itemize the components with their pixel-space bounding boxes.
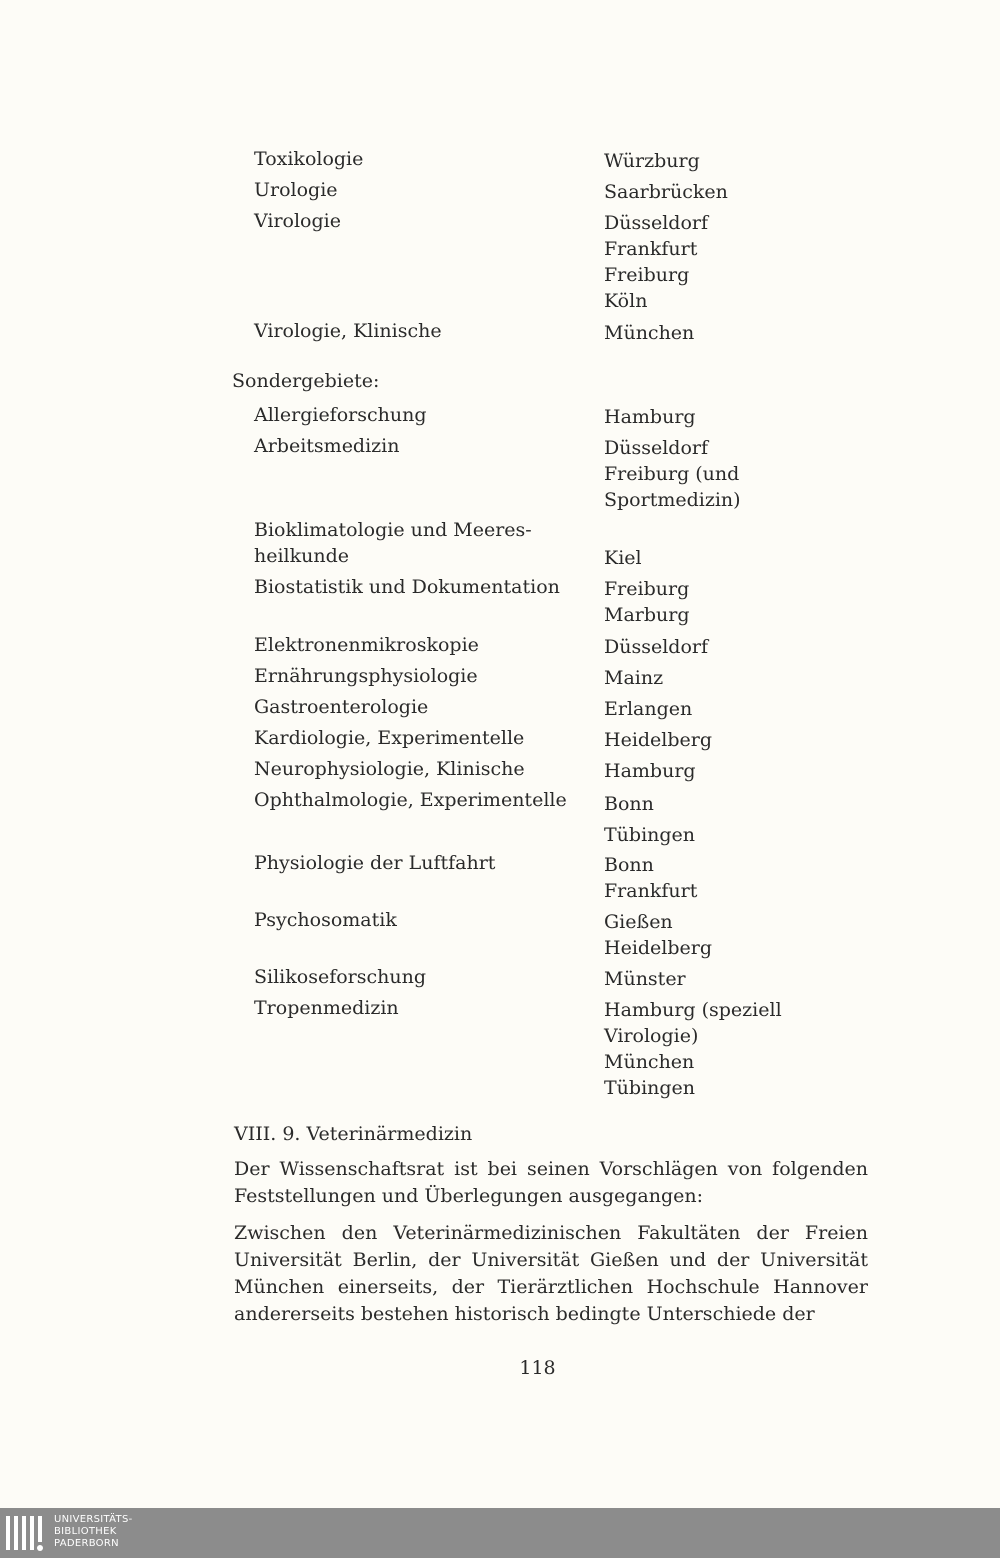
entry-term: Biostatistik und Dokumentation <box>254 576 560 598</box>
entry-term: Ernährungsphysiologie <box>254 665 478 687</box>
library-name-line: UNIVERSITÄTS- <box>54 1514 133 1525</box>
place: Bonn <box>604 793 654 815</box>
entry-ernaehrungsphysiologie <box>0 665 1000 697</box>
section-heading: Sondergebiete: <box>232 370 380 392</box>
place: Köln <box>604 290 648 312</box>
place: Saarbrücken <box>604 181 728 203</box>
entry-places <box>604 696 692 722</box>
place: Hamburg <box>604 760 696 782</box>
entry-tropenmedizin <box>0 997 1000 1099</box>
entry-physiologie-luftfahrt <box>0 852 1000 902</box>
entry-bioklimatologie-cont <box>0 545 1000 577</box>
entry-places <box>604 435 741 513</box>
entry-places <box>604 320 694 346</box>
paragraph: Zwischen den Veterinärmedizinischen Fakultäten der Freien Universität Berlin, der Universität Gießen und der Universität München einerseits, der Tierärztlichen Hochschule Hannover andererseits bestehen historisch bedingte Unterschiede der <box>234 1222 868 1325</box>
entry-term: Urologie <box>254 179 338 201</box>
entry-term: Tropenmedizin <box>254 997 399 1019</box>
entry-places <box>604 545 642 571</box>
place: München <box>604 1051 695 1073</box>
library-logo-icon <box>4 1512 46 1554</box>
entry-elektronenmikroskopie <box>0 634 1000 666</box>
entry-kardiologie <box>0 727 1000 759</box>
place: Kiel <box>604 547 642 569</box>
place: München <box>604 322 695 344</box>
entry-term: Elektronenmikroskopie <box>254 634 479 656</box>
entry-virologie <box>0 210 1000 312</box>
entry-term: Toxikologie <box>254 148 364 170</box>
place: Düsseldorf <box>604 636 709 658</box>
entry-term-line2: heilkunde <box>254 545 350 567</box>
entry-silikoseforschung <box>0 966 1000 998</box>
entry-places <box>604 634 708 660</box>
library-name <box>54 1514 133 1550</box>
entry-places <box>604 665 663 691</box>
place: Tübingen <box>604 1077 696 1099</box>
chapter-heading: VIII. 9. Veterinärmedizin <box>234 1123 473 1145</box>
entry-places <box>604 404 696 430</box>
entry-places <box>604 997 782 1101</box>
place: Marburg <box>604 604 690 626</box>
paragraph: Der Wissenschaftsrat ist bei seinen Vorschlägen von folgenden Feststellungen und Überlegungen ausgegangen: <box>234 1158 868 1207</box>
entry-places <box>604 909 712 961</box>
place: Frankfurt <box>604 880 698 902</box>
entry-places <box>604 727 712 753</box>
entry-term: Virologie <box>254 210 341 232</box>
place: Frankfurt <box>604 238 698 260</box>
entry-places <box>604 210 708 314</box>
place: Freiburg <box>604 264 690 286</box>
place: Bonn <box>604 854 654 876</box>
library-name-line: PADERBORN <box>54 1538 119 1549</box>
place: Erlangen <box>604 698 693 720</box>
entry-allergieforschung <box>0 404 1000 436</box>
library-name-line: BIBLIOTHEK <box>54 1526 117 1537</box>
entry-term: Virologie, Klinische <box>254 320 442 342</box>
place: Sportmedizin) <box>604 489 741 511</box>
entry-term: Allergieforschung <box>254 404 427 426</box>
place: Virologie) <box>604 1025 699 1047</box>
entry-term: Arbeitsmedizin <box>254 435 400 457</box>
entry-term: Physiologie der Luftfahrt <box>254 852 496 874</box>
entry-biostatistik <box>0 576 1000 626</box>
entry-urologie <box>0 179 1000 211</box>
place: Freiburg <box>604 578 690 600</box>
entry-gastroenterologie <box>0 696 1000 728</box>
place: Hamburg <box>604 406 696 428</box>
entry-ophthalmologie <box>0 789 1000 846</box>
place: Freiburg (und <box>604 463 740 485</box>
page-number: 118 <box>519 1357 556 1379</box>
entry-virologie-klinische <box>0 320 1000 352</box>
entry-term: Psychosomatik <box>254 909 397 931</box>
entry-places <box>604 148 700 174</box>
entry-places <box>604 966 686 992</box>
place: Heidelberg <box>604 937 713 959</box>
entry-places <box>604 852 697 904</box>
entry-toxikologie <box>0 148 1000 180</box>
library-footer <box>0 1508 1000 1558</box>
entry-arbeitsmedizin <box>0 435 1000 511</box>
place: Würzburg <box>604 150 700 172</box>
entry-places <box>604 179 728 205</box>
place: Düsseldorf <box>604 212 709 234</box>
entry-term: Ophthalmologie, Experimentelle <box>254 789 567 811</box>
entry-places <box>604 789 695 851</box>
place: Münster <box>604 968 686 990</box>
place: Mainz <box>604 667 664 689</box>
entry-term: Gastroenterologie <box>254 696 429 718</box>
place: Düsseldorf <box>604 437 709 459</box>
entry-term: Neurophysiologie, Klinische <box>254 758 525 780</box>
entry-term-line1: Bioklimatologie und Meeres- <box>254 519 532 541</box>
place: Tübingen <box>604 824 696 846</box>
place: Hamburg (speziell <box>604 999 782 1021</box>
entry-term: Silikoseforschung <box>254 966 427 988</box>
entry-psychosomatik <box>0 909 1000 959</box>
place: Heidelberg <box>604 729 713 751</box>
entry-neurophysiologie <box>0 758 1000 790</box>
entry-places <box>604 758 696 784</box>
entry-places <box>604 576 690 628</box>
place: Gießen <box>604 911 673 933</box>
entry-term: Kardiologie, Experimentelle <box>254 727 525 749</box>
